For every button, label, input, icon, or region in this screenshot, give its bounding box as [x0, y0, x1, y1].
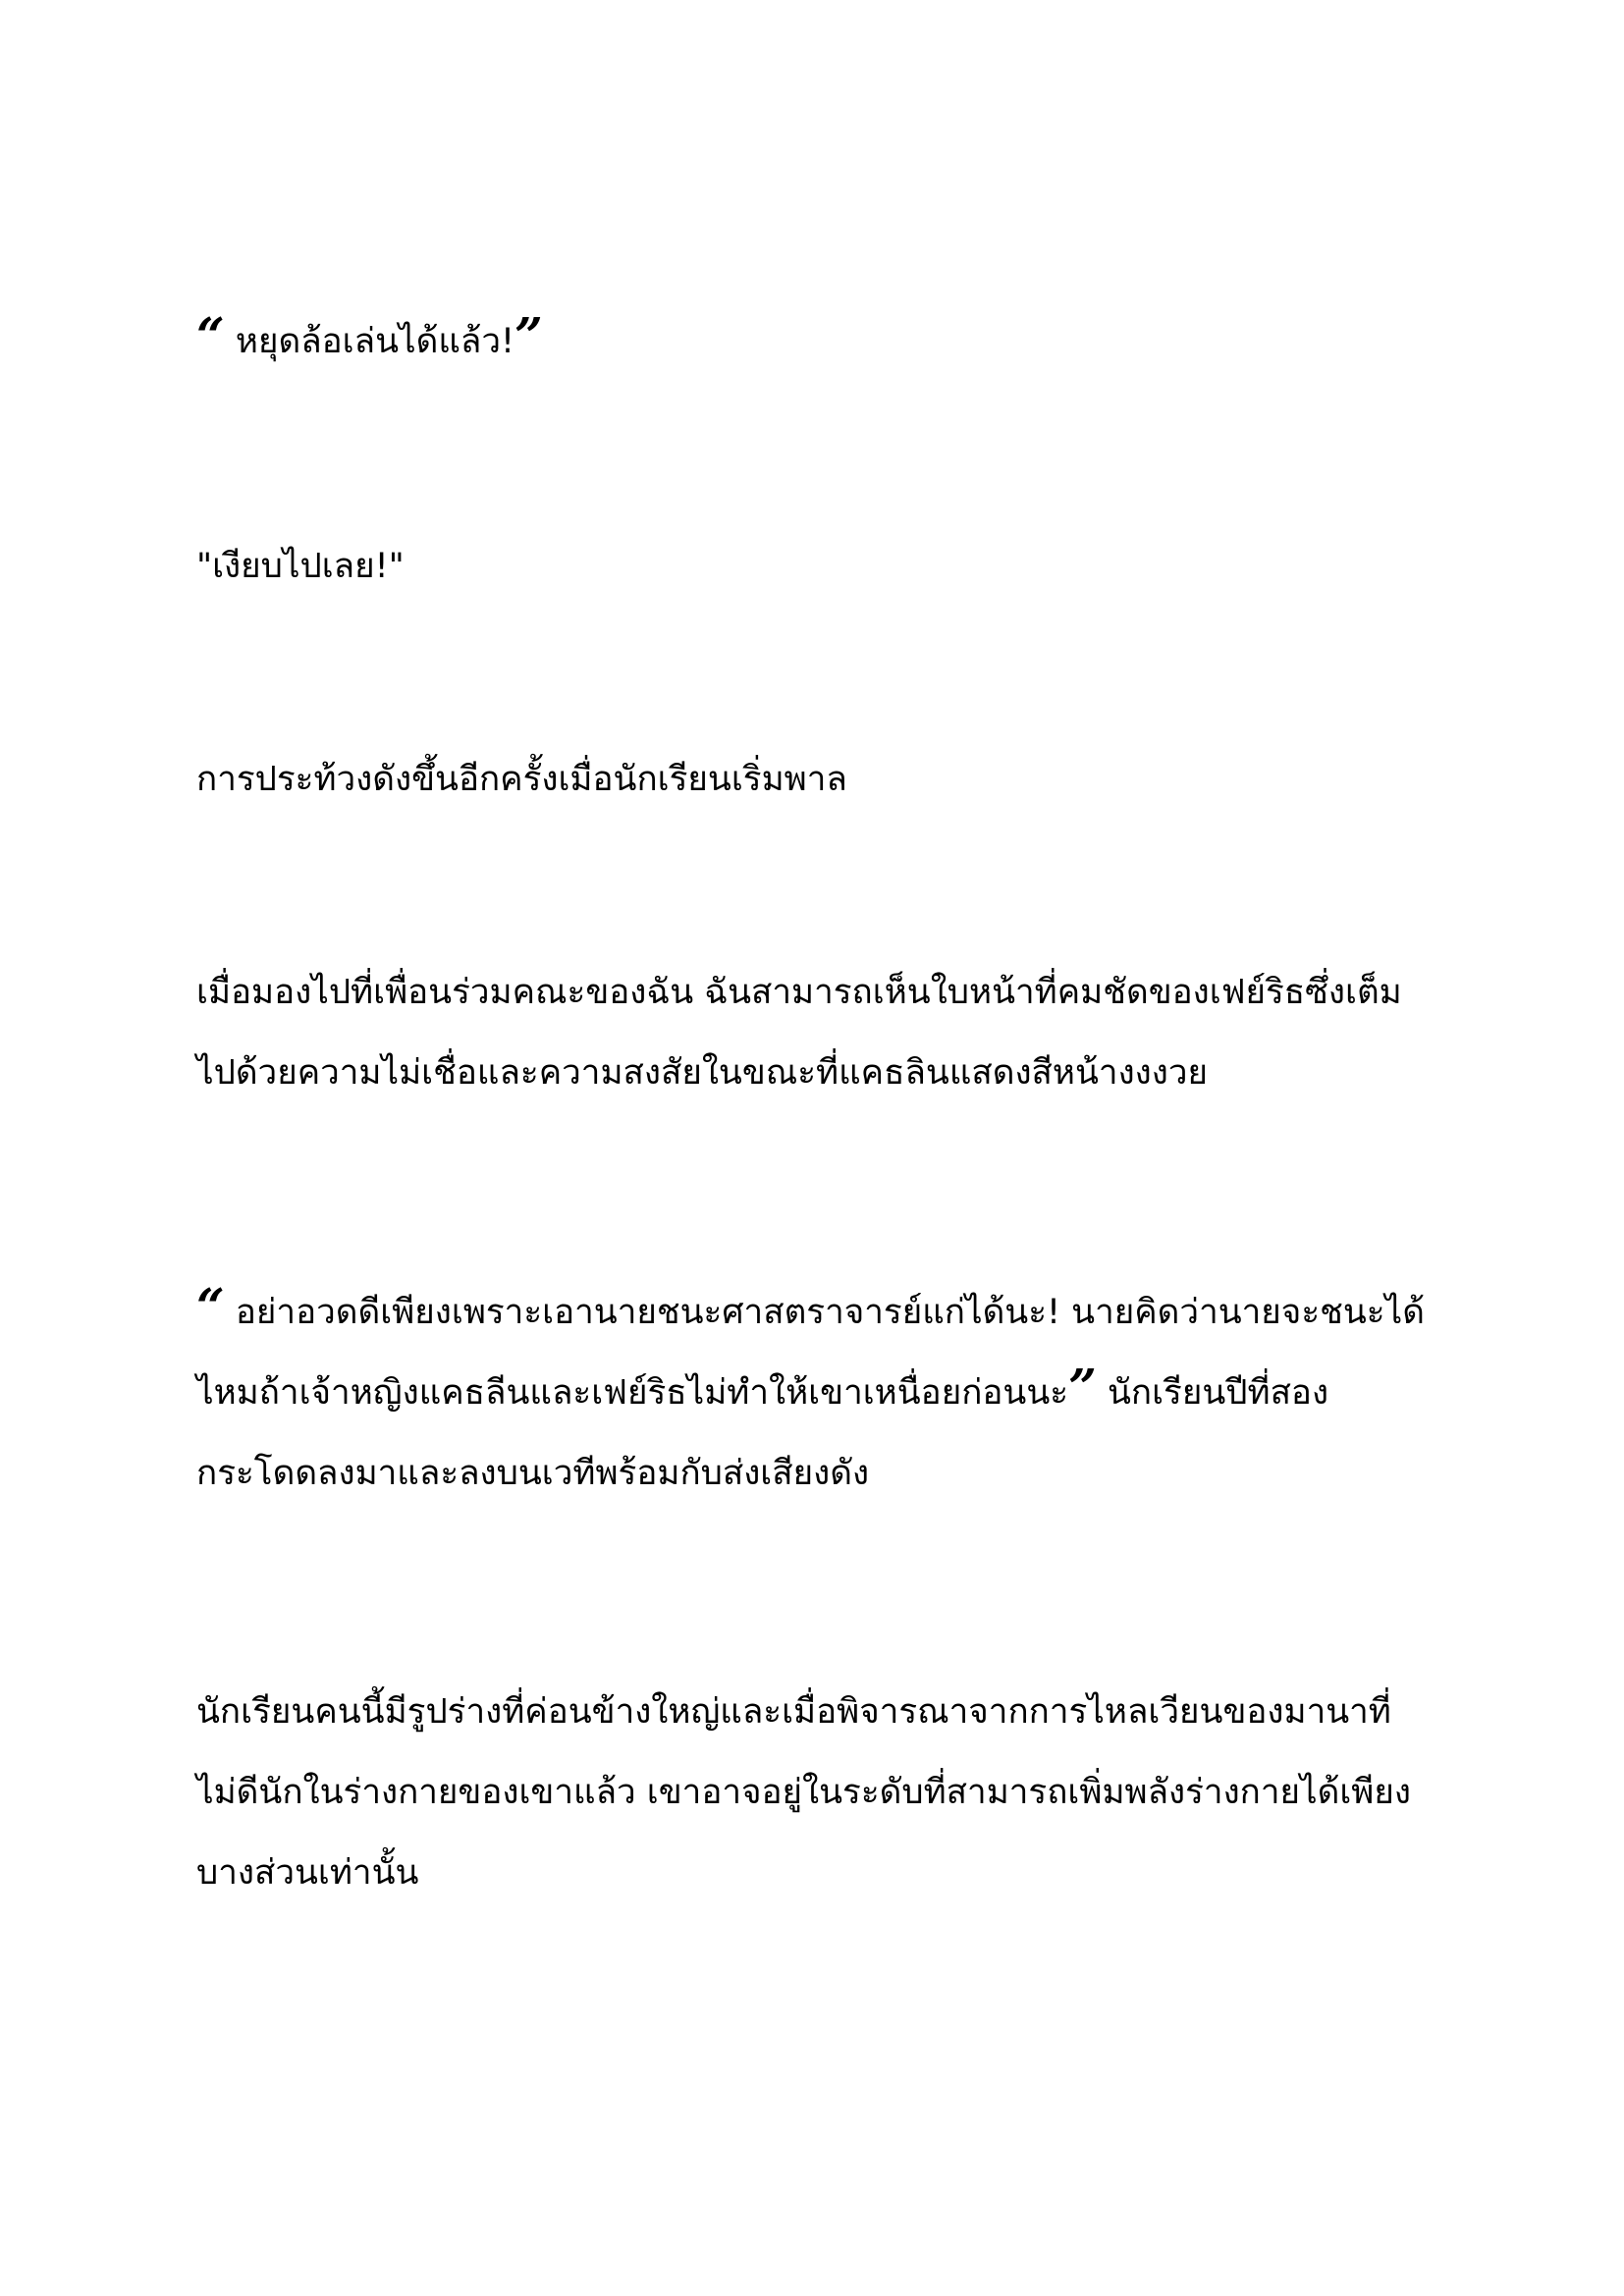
paragraph-dialogue-3: [196, 1272, 1443, 1514]
text-line: ไม่ดีนักในร่างกายของเขาแล้ว เขาอาจอยู่ในระดับที่สามารถเพิ่มพลังร่างกายได้เพียง: [196, 1773, 1411, 1812]
paragraph-dialogue-2: [196, 526, 1443, 607]
close-quote: ”: [1068, 1358, 1097, 1415]
paragraph-narration-2: [196, 952, 1443, 1113]
open-quote: “: [196, 306, 225, 364]
paragraph-narration-1: [196, 739, 1443, 820]
text-line: [196, 1353, 1443, 1433]
text-line: "เงียบไปเลย!": [196, 547, 405, 586]
paragraph-dialogue-1: [196, 301, 1443, 382]
text-line: การประท้วงดังขึ้นอีกครั้งเมื่อนักเรียนเริ่มพาล: [196, 760, 847, 799]
narration-text: นักเรียนปีที่สอง: [1096, 1373, 1329, 1413]
text-line: กระโดดลงมาและลงบนเวทีพร้อมกับส่งเสียงดัง: [196, 1454, 870, 1493]
dialogue-text: อย่าอวดดีเพียงเพราะเอานายชนะศาสตราจารย์แก่ได้นะ! นายคิดว่านายจะชนะได้: [235, 1293, 1425, 1332]
text-line: เมื่อมองไปที่เพื่อนร่วมคณะของฉัน ฉันสามารถเห็นใบหน้าที่คมชัดของเฟย์ริธซึ่งเต็ม: [196, 973, 1402, 1012]
open-quote: “: [196, 1277, 225, 1335]
dialogue-text: หยุดล้อเล่นได้แล้ว!: [235, 322, 515, 361]
paragraph-narration-3: [196, 1672, 1443, 1913]
close-quote: ”: [514, 306, 543, 364]
text-line: [196, 1272, 1443, 1353]
text-line: ไปด้วยความไม่เชื่อและความสงสัยในขณะที่แคธลินแสดงสีหน้างงงวย: [196, 1053, 1209, 1093]
text-line: [196, 301, 1443, 382]
text-line: บางส่วนเท่านั้น: [196, 1853, 419, 1893]
text-line: นักเรียนคนนี้มีรูปร่างที่ค่อนข้างใหญ่และเมื่อพิจารณาจากการไหลเวียนของมานาที่: [196, 1692, 1391, 1732]
dialogue-text: ไหมถ้าเจ้าหญิงแคธลีนและเฟย์ริธไม่ทำให้เขาเหนื่อยก่อนนะ: [196, 1373, 1069, 1413]
